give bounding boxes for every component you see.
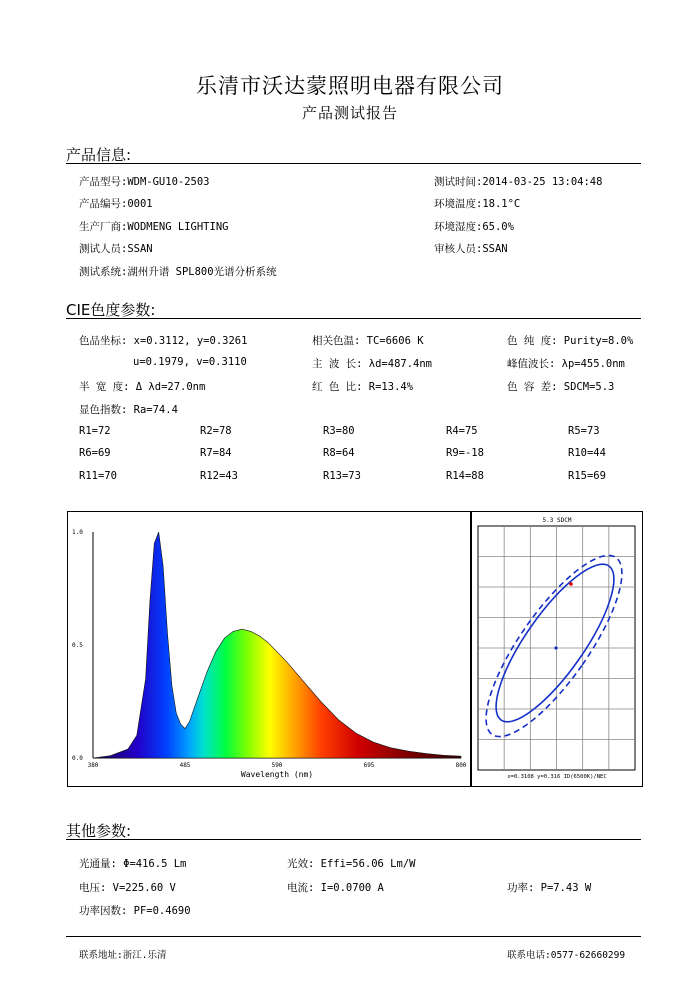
y-tick-label: 1.0 — [72, 529, 83, 536]
x-tick-label: 590 — [271, 762, 283, 769]
test-time: 测试时间:2014-03-25 13:04:48 — [434, 176, 603, 188]
product-serial: 产品编号:0001 — [79, 198, 153, 210]
power: 功率: P=7.43 W — [507, 882, 592, 894]
spectrum-area — [93, 532, 461, 758]
other-section-title: 其他参数: — [66, 822, 132, 840]
contact-address: 联系地址:浙江.乐清 — [79, 950, 167, 961]
product-maker: 生产厂商:WODMENG LIGHTING — [79, 221, 229, 233]
coord-uv: u=0.1979, v=0.3110 — [133, 356, 247, 368]
sdcm-footer: x=0.3108 y=0.316 ID(6500K)/NEC — [507, 774, 607, 780]
report-title: 产品测试报告 — [301, 104, 398, 122]
x-tick-label: 380 — [87, 762, 99, 769]
env-humidity: 环境湿度:65.0% — [434, 221, 514, 233]
cie-section-title: CIE色度参数: — [66, 301, 156, 319]
luminous-flux: 光通量: Φ=416.5 Lm — [79, 858, 187, 870]
sdcm-chart-frame — [470, 511, 643, 787]
coord-xy: 色品坐标: x=0.3112, y=0.3261 — [79, 335, 248, 347]
voltage: 电压: V=225.60 V — [79, 882, 176, 894]
x-tick-label: 695 — [363, 762, 375, 769]
current: 电流: I=0.0700 A — [287, 882, 384, 894]
r-value: R8=64 — [323, 447, 355, 459]
cie-divider — [66, 318, 641, 319]
purity-value: 色 纯 度: Purity=8.0% — [507, 335, 634, 347]
sdcm-chart — [471, 512, 642, 786]
product-system: 测试系统:湖州升谱 SPL800光谱分析系统 — [79, 266, 277, 278]
y-tick-label: 0.5 — [72, 642, 83, 649]
reviewer: 审核人员:SSAN — [434, 243, 508, 255]
r-value: R10=44 — [568, 447, 606, 459]
r-value: R5=73 — [568, 425, 600, 437]
company-name: 乐清市沃达蒙照明电器有限公司 — [196, 74, 504, 98]
r-value: R14=88 — [446, 470, 484, 482]
half-width: 半 宽 度: Δ λd=27.0nm — [79, 381, 206, 393]
x-tick-label: 800 — [455, 762, 467, 769]
efficacy: 光效: Effi=56.06 Lm/W — [287, 858, 416, 870]
red-ratio: 红 色 比: R=13.4% — [312, 381, 414, 393]
measured-point — [569, 582, 573, 586]
product-model: 产品型号:WDM-GU10-2503 — [79, 176, 210, 188]
contact-phone: 联系电话:0577-62660299 — [507, 950, 626, 961]
ra-value: 显色指数: Ra=74.4 — [79, 404, 178, 416]
r-value: R9=-18 — [446, 447, 484, 459]
r-value: R13=73 — [323, 470, 361, 482]
env-temperature: 环境温度:18.1°C — [434, 198, 521, 210]
dominant-wavelength: 主 波 长: λd=487.4nm — [312, 358, 433, 370]
product-section-title: 产品信息: — [66, 146, 132, 164]
x-tick-label: 485 — [179, 762, 191, 769]
spectrum-chart-frame — [67, 511, 472, 787]
r-value: R7=84 — [200, 447, 232, 459]
y-tick-label: 0.0 — [72, 755, 83, 762]
product-divider — [66, 163, 641, 164]
r-value: R1=72 — [79, 425, 111, 437]
r-value: R12=43 — [200, 470, 238, 482]
r-value: R2=78 — [200, 425, 232, 437]
cct-value: 相关色温: TC=6606 K — [312, 335, 424, 347]
product-tester: 测试人员:SSAN — [79, 243, 153, 255]
other-divider — [66, 839, 641, 840]
r-value: R3=80 — [323, 425, 355, 437]
peak-wavelength: 峰值波长: λp=455.0nm — [507, 358, 625, 370]
r-value: R15=69 — [568, 470, 606, 482]
tolerance-value: 色 容 差: SDCM=5.3 — [507, 381, 615, 393]
sdcm-title: 5.3 SDCM — [542, 517, 572, 524]
power-factor: 功率因数: PF=0.4690 — [79, 905, 191, 917]
r-value: R4=75 — [446, 425, 478, 437]
r-value: R11=70 — [79, 470, 117, 482]
center-point — [554, 646, 557, 649]
x-axis-label: Wavelength (nm) — [240, 770, 314, 779]
spectrum-chart — [68, 512, 471, 786]
footer-divider — [66, 936, 641, 937]
r-value: R6=69 — [79, 447, 111, 459]
